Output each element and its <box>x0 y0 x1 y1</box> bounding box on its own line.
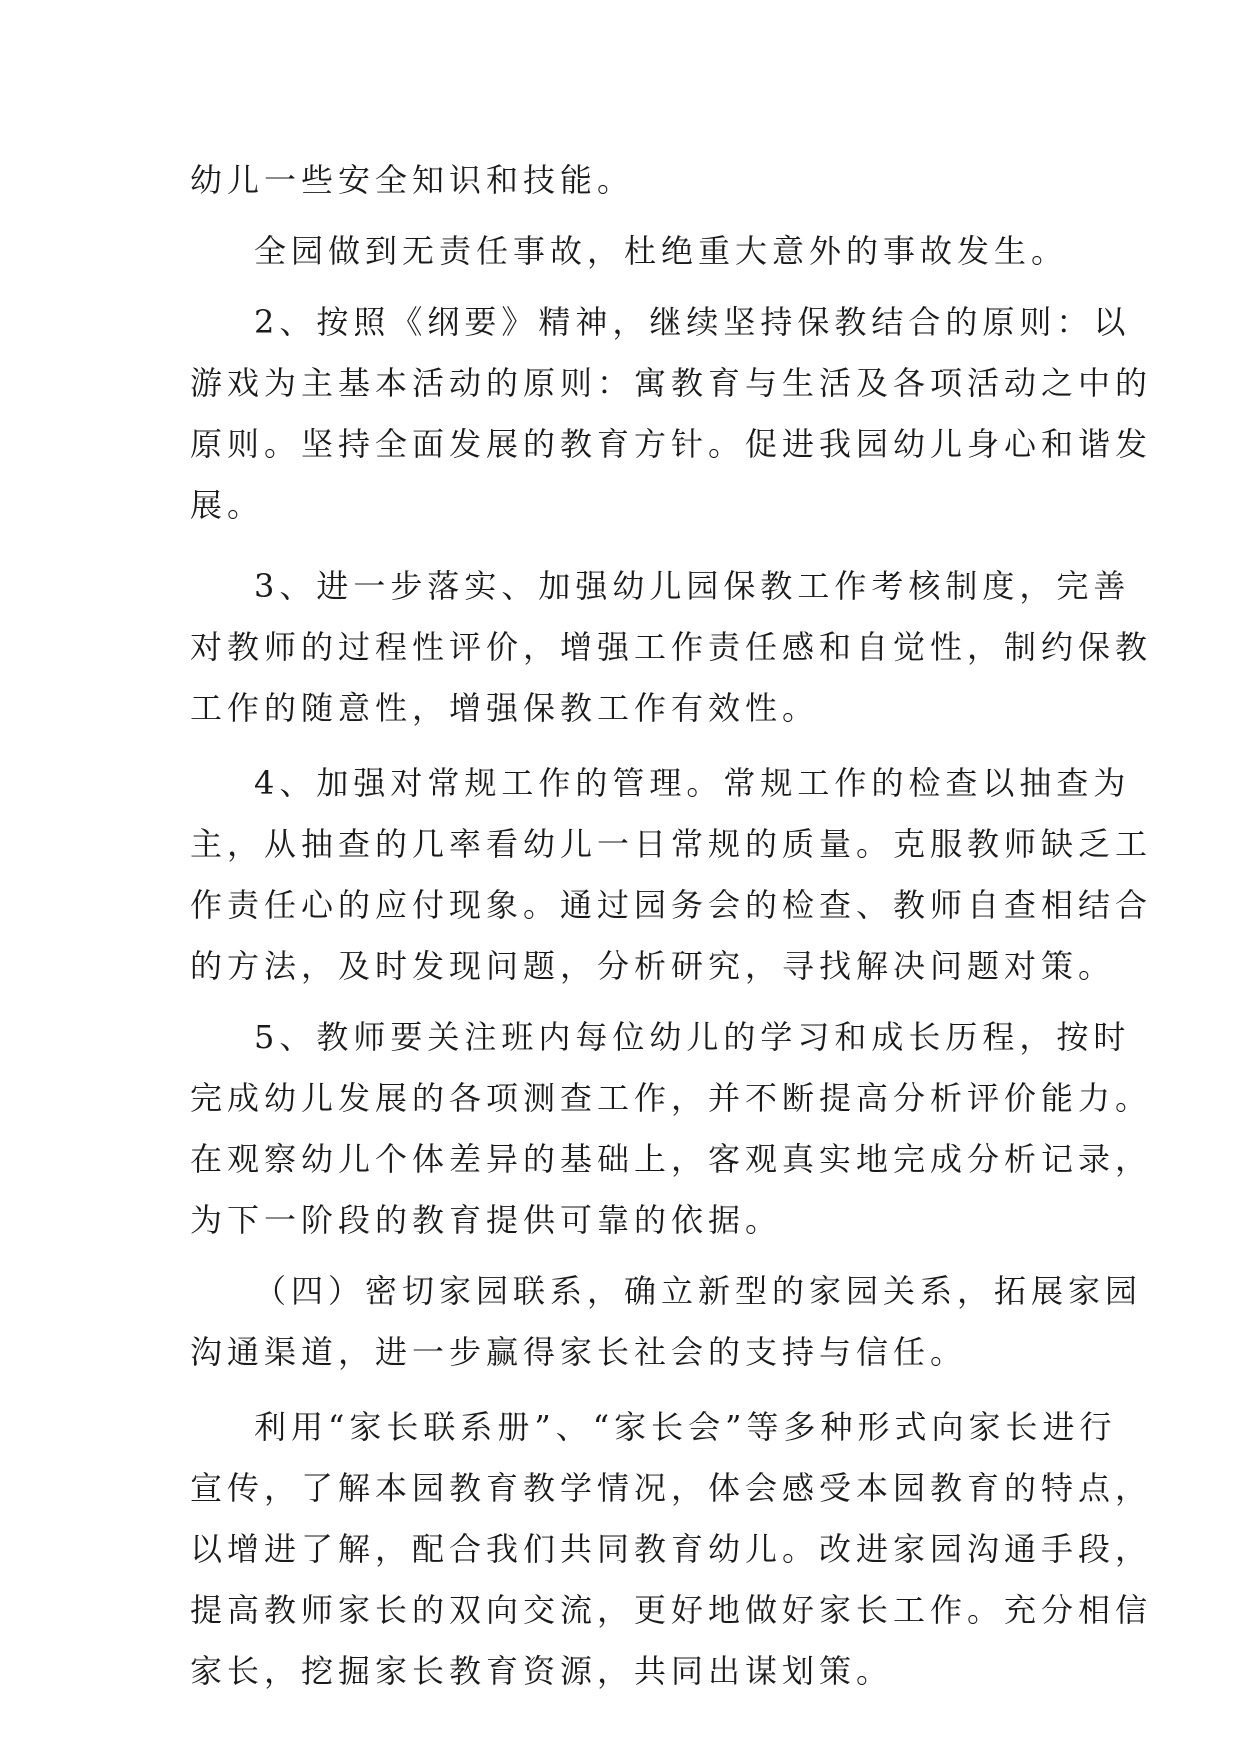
paragraph-item-3 <box>190 556 1153 739</box>
text-line: 以增进了解，配合我们共同教育幼儿。改进家园沟通手段， <box>190 1530 1153 1568</box>
paragraph-item-2 <box>190 292 1153 536</box>
text-line: （四）密切家园联系，确立新型的家园关系，拓展家园 <box>254 1272 1143 1310</box>
text-line: 展。 <box>190 486 265 524</box>
text-line: 5、教师要关注班内每位幼儿的学习和成长历程，按时 <box>254 1018 1131 1056</box>
text-line: 幼儿一些安全知识和技能。 <box>190 161 635 199</box>
paragraph-safety-goal <box>190 221 1069 282</box>
text-line: 4、加强对常规工作的管理。常规工作的检查以抽查为 <box>254 764 1131 802</box>
text-line: 在观察幼儿个体差异的基础上，客观真实地完成分析记录， <box>190 1140 1153 1178</box>
paragraph-continuation <box>190 150 1052 211</box>
text-line: 3、进一步落实、加强幼儿园保教工作考核制度，完善 <box>254 567 1131 605</box>
text-line: 完成幼儿发展的各项测查工作，并不断提高分析评价能力。 <box>190 1079 1153 1117</box>
document-body <box>190 150 1153 1702</box>
text-line: 工作的随意性，增强保教工作有效性。 <box>190 689 820 727</box>
paragraph-home-school <box>190 1397 1153 1702</box>
text-line: 游戏为主基本活动的原则：寓教育与生活及各项活动之中的 <box>190 364 1153 402</box>
text-line: 对教师的过程性评价，增强工作责任感和自觉性，制约保教 <box>190 628 1153 666</box>
text-line: 2、按照《纲要》精神，继续坚持保教结合的原则：以 <box>254 303 1131 341</box>
text-line: 作责任心的应付现象。通过园务会的检查、教师自查相结合 <box>190 886 1153 924</box>
text-line: 为下一阶段的教育提供可靠的依据。 <box>190 1201 783 1239</box>
text-line: 沟通渠道，进一步赢得家长社会的支持与信任。 <box>190 1333 968 1371</box>
text-line: 宣传，了解本园教育教学情况，体会感受本园教育的特点， <box>190 1469 1153 1507</box>
paragraph-item-5 <box>190 1007 1153 1251</box>
text-line: 利用“家长联系册”、“家长会”等多种形式向家长进行 <box>254 1408 1117 1446</box>
paragraph-section-4-heading <box>190 1261 1143 1383</box>
text-line: 家长，挖掘家长教育资源，共同出谋划策。 <box>190 1652 894 1690</box>
text-line: 原则。坚持全面发展的教育方针。促进我园幼儿身心和谐发 <box>190 425 1153 463</box>
text-line: 全园做到无责任事故，杜绝重大意外的事故发生。 <box>254 232 1069 270</box>
text-line: 的方法，及时发现问题，分析研究，寻找解决问题对策。 <box>190 947 1116 985</box>
text-line: 主，从抽查的几率看幼儿一日常规的质量。克服教师缺乏工 <box>190 825 1153 863</box>
text-line: 提高教师家长的双向交流，更好地做好家长工作。充分相信 <box>190 1591 1153 1629</box>
paragraph-item-4 <box>190 753 1153 997</box>
